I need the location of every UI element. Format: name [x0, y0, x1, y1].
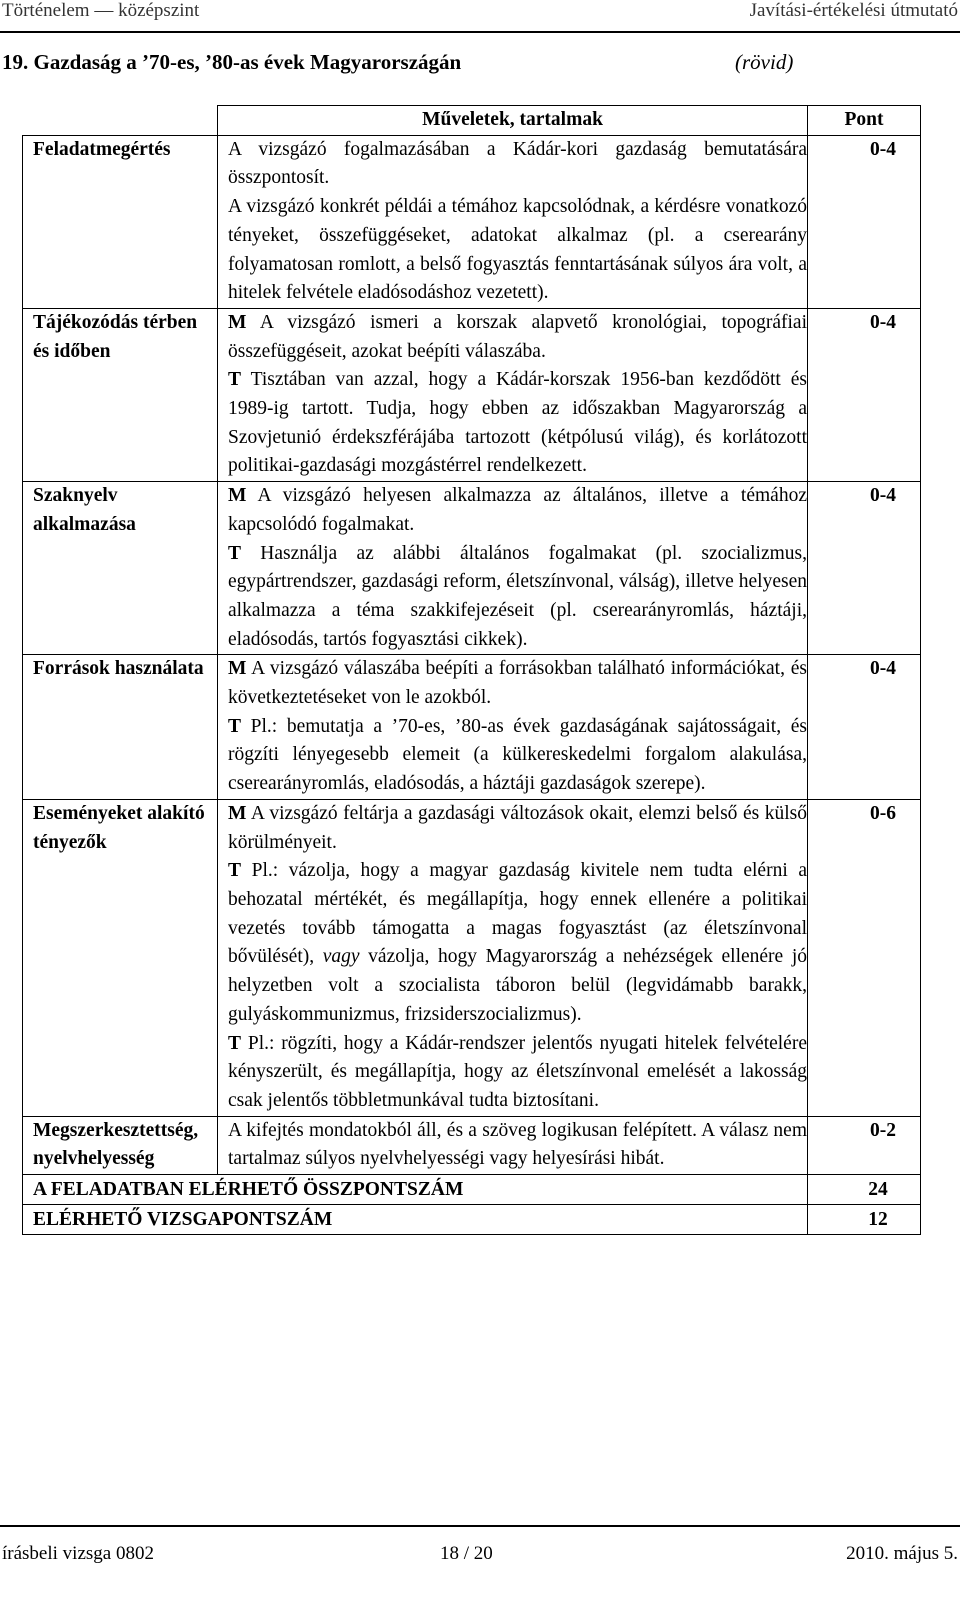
- table-row: [23, 482, 921, 655]
- sum-task-label: A FELADATBAN ELÉRHETŐ ÖSSZPONTSZÁM: [23, 1175, 808, 1205]
- page-header: [0, 0, 960, 26]
- sum-row-task: [23, 1175, 921, 1205]
- t-tag: T: [228, 1032, 242, 1054]
- t-text: Pl.: vázolja, hogy a magyar gazdaság kivitele nem tudta elérni a behozatal mértékét, és megállapítja, hogy ennek ellenére a politikai vezetés tovább támogatta a magas fogyasztást (az életszínvonal bővülését),: [228, 860, 807, 968]
- points-cell: 0-4: [808, 655, 921, 800]
- criterion-cell: Megszerkesztettség, nyelvhelyesség: [23, 1116, 218, 1174]
- m-text: A vizsgázó ismeri a korszak alapvető kronológiai, topográfiai összefüggéseit, azokat beépíti válaszába.: [228, 311, 807, 362]
- criterion-cell: Tájékozódás térben és időben: [23, 308, 218, 481]
- t-tag: T: [228, 369, 242, 391]
- points-cell: 0-2: [808, 1116, 921, 1174]
- footer-date: 2010. május 5.: [846, 1543, 958, 1564]
- points-cell: 0-4: [808, 135, 921, 308]
- table-header-row: [23, 106, 921, 136]
- points-cell: 0-6: [808, 799, 921, 1116]
- header-empty-cell: [23, 106, 218, 136]
- t-text: Használja az alábbi általános fogalmakat (pl. szocializmus, egypártrendszer, gazdasági reform, életszínvonal, válság), illetve helyesen alkalmazza a téma szakkifejezéseit (pl. cserearányromlás, háztáji, eladósodás, tartós fogyasztási cikkek).: [228, 542, 807, 650]
- points-cell: 0-4: [808, 308, 921, 481]
- ops-text: A vizsgázó fogalmazásában a Kádár-kori gazdaság bemutatására összpontosít.: [228, 138, 807, 189]
- ops-cell: [218, 308, 808, 481]
- footer-exam-code: írásbeli vizsga 0802: [2, 1543, 154, 1564]
- m-tag: M: [228, 485, 247, 507]
- points-cell: 0-4: [808, 482, 921, 655]
- sum-exam-label: ELÉRHETŐ VIZSGAPONTSZÁM: [23, 1205, 808, 1235]
- sum-task-value: 24: [808, 1175, 921, 1205]
- ops-text: A vizsgázó konkrét példái a témához kapcsolódnak, a kérdésre vonatkozó tényeket, összefüggéseket, adatokat alkalmaz (pl. a cserearány folyamatosan romlott, a belső fogyasztás fenntartásának súlyos ára volt, a hitelek felvétele eladósodáshoz vezetett).: [228, 196, 807, 304]
- table-row: [23, 135, 921, 308]
- t-text: Pl.: rögzíti, hogy a Kádár-rendszer jelentős nyugati hitelek felvételére kényszerült, és megállapítja, hogy az életszínvonal emelését a lakosság csak jelentős többletmunkával tudta biztosítani.: [228, 1032, 807, 1111]
- t-text-italic: vagy: [322, 946, 360, 968]
- ops-cell: [218, 135, 808, 308]
- header-doc-type: Javítási-értékelési útmutató: [749, 0, 958, 21]
- m-tag: M: [228, 311, 247, 333]
- table-row: [23, 655, 921, 800]
- sum-row-exam: [23, 1205, 921, 1235]
- m-tag: M: [228, 658, 247, 680]
- task-title: 19. Gazdaság a ’70-es, ’80-as évek Magyarországán: [2, 50, 462, 74]
- footer-rule: [0, 1525, 960, 1527]
- m-tag: M: [228, 802, 247, 824]
- m-text: A vizsgázó feltárja a gazdasági változások okait, elemzi belső és külső körülményeit.: [228, 802, 807, 853]
- col-header-points: Pont: [808, 106, 921, 136]
- header-subject: Történelem — középszint: [2, 0, 200, 21]
- t-text: Pl.: bemutatja a ’70-es, ’80-as évek gazdaságának sajátosságait, és rögzíti lényegesebb elemeit (a külkereskedelmi forgalom alakulása, cserearányromlás, eladósodás, a háztáji gazdaságok szerepe).: [228, 715, 807, 795]
- t-tag: T: [228, 715, 242, 737]
- m-text: A vizsgázó helyesen alkalmazza az általános, illetve a témához kapcsolódó fogalmakat.: [228, 485, 807, 535]
- ops-cell: [218, 655, 808, 800]
- criterion-cell: Szaknyelv alkalmazása: [23, 482, 218, 655]
- sum-exam-value: 12: [808, 1205, 921, 1235]
- ops-cell: [218, 1116, 808, 1174]
- header-rule: [0, 31, 960, 33]
- ops-text: A kifejtés mondatokból áll, és a szöveg logikusan felépített. A válasz nem tartalmaz súlyos nyelvhelyességi vagy helyesírási hibát.: [228, 1119, 807, 1170]
- table-row: [23, 1116, 921, 1174]
- scoring-table: [22, 105, 921, 1235]
- footer-page-number: 18 / 20: [440, 1543, 493, 1564]
- task-kind: (rövid): [735, 50, 794, 74]
- criterion-cell: Eseményeket alakító tényezők: [23, 799, 218, 1116]
- table-row: [23, 308, 921, 481]
- ops-cell: [218, 799, 808, 1116]
- m-text: A vizsgázó válaszába beépíti a forrásokban található információkat, és következtetéseket von le azokból.: [228, 658, 807, 709]
- ops-cell: [218, 482, 808, 655]
- col-header-ops: Műveletek, tartalmak: [218, 106, 808, 136]
- t-tag: T: [228, 860, 242, 882]
- t-tag: T: [228, 542, 242, 564]
- t-text: Tisztában van azzal, hogy a Kádár-korszak 1956-ban kezdődött és 1989-ig tartott. Tudja, hogy ebben az időszakban Magyarország a Szovjetunió érdekszférájába tartozott (kétpólusú világ), és korlátozott politikai-gazdasági mozgástérrel rendelkezett.: [228, 369, 807, 477]
- criterion-cell: Feladatmegértés: [23, 135, 218, 308]
- t-text: vázolja, hogy Magyarország a nehézségek ellenére jó helyzetben volt a szocialista táboron belül (legvidámabb barakk, gulyáskommunizmus, frizsiderszocializmus).: [228, 946, 807, 1025]
- table-row: [23, 799, 921, 1116]
- criterion-cell: Források használata: [23, 655, 218, 800]
